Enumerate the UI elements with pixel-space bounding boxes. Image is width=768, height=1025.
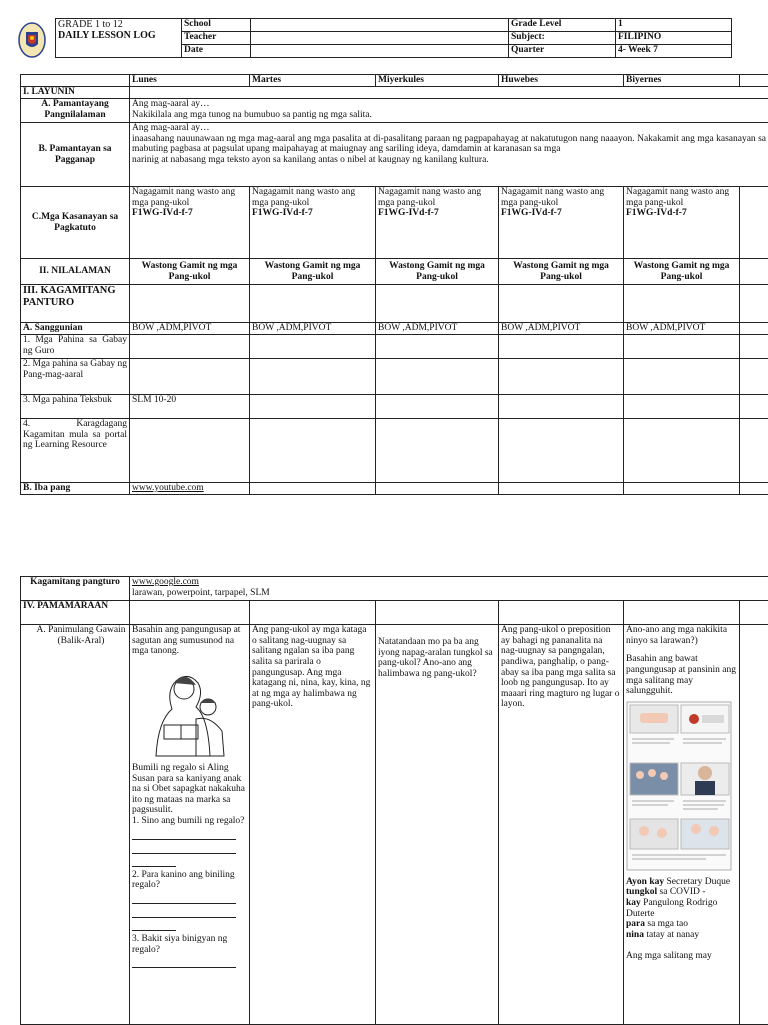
kasanayan-code: F1WG-IVd-f-7 (626, 208, 737, 219)
sanggunian-value: BOW ,ADM,PIVOT (250, 323, 376, 335)
day-lunes: Lunes (130, 75, 250, 87)
layunin-heading: I. LAYUNIN (21, 87, 130, 99)
kagamitan-list: larawan, powerpoint, tarpapel, SLM (132, 588, 766, 599)
answer-line[interactable] (132, 829, 236, 840)
lunes-question-1: 1. Sino ang bumili ng regalo? (132, 816, 247, 827)
mother-child-illustration (146, 661, 236, 761)
day-biyernes: Biyernes (624, 75, 740, 87)
miyerkules-cell (376, 625, 499, 1025)
sanggunian-value: BOW ,ADM,PIVOT (499, 323, 624, 335)
nilalaman-row (21, 259, 768, 285)
huwebes-cell (499, 625, 624, 1025)
iba-pang-label: B. Iba pang (21, 483, 130, 495)
biyernes-instruction: Basahin ang bawat pangungusap at pansinin ang mga salitang may salungguhit. (626, 654, 737, 697)
day-header-row (21, 75, 768, 87)
kasanayan-text: Nagagamit nang wasto ang mga pang-ukol (501, 187, 621, 208)
kasanayan-code: F1WG-IVd-f-7 (132, 208, 247, 219)
lunes-intro: Basahin ang pangungusap at sagutan ang sumusunod na mga tanong. (132, 625, 247, 657)
subject-label: Subject: (509, 32, 616, 45)
huwebes-text: Ang pang-ukol o preposition ay bahagi ng pananalita na nag-uugnay sa pangngalan, pandiwa, panghalip, o pang-abay sa iba pang mga salita sa loob ng pangungusap. Ito ay maaari ring magturo ng lugar o layon. (501, 625, 621, 710)
pagganap-line1: Ang mag-aaral ay… (132, 123, 766, 134)
day-martes: Martes (250, 75, 376, 87)
gabay-pang-mag-aaral-label: 2. Mga pahina sa Gabay ng Pang-mag-aaral (21, 359, 130, 395)
sanggunian-value: BOW ,ADM,PIVOT (624, 323, 740, 335)
sanggunian-value: BOW ,ADM,PIVOT (376, 323, 499, 335)
youtube-link[interactable]: www.youtube.com (132, 483, 204, 493)
nilalaman-topic: Wastong Gamit ng mga Pang-ukol (624, 259, 740, 285)
biyernes-sentence-2: tungkol sa COVID - (626, 887, 737, 898)
deped-seal-icon (18, 22, 46, 58)
header-title-cell (56, 19, 182, 58)
teacher-label: Teacher (182, 32, 251, 45)
kasanayan-text: Nagagamit nang wasto ang mga pang-ukol (626, 187, 737, 208)
subject-value: FILIPINO (616, 32, 732, 45)
lunes-story: Bumili ng regalo si Aling Susan para sa kaniyang anak na si Obet sapagkat nakakuha ito ng mataas na marka sa pagsusulit. (132, 763, 247, 816)
day-huwebes: Huwebes (499, 75, 624, 87)
lunes-question-2: 2. Para kanino ang biniling regalo? (132, 870, 247, 891)
school-field[interactable] (251, 19, 509, 32)
biyernes-sentence-1: Ayon kay Secretary Duque (626, 877, 737, 888)
kagamitang-panturo-heading: III. KAGAMITANG PANTURO (21, 285, 130, 323)
pamamaraan-table (20, 576, 768, 1025)
panimulang-gawain-row (21, 625, 768, 1025)
sanggunian-value: BOW ,ADM,PIVOT (130, 323, 250, 335)
lunes-cell (130, 625, 250, 1025)
kasanayan-text: Nagagamit nang wasto ang mga pang-ukol (252, 187, 373, 208)
answer-line[interactable] (132, 857, 176, 867)
pamantayang-pangnilalaman-label: A. Pamantayang Pangnilalaman (21, 99, 130, 123)
sanggunian-row (21, 323, 768, 335)
covid-collage-image (626, 701, 732, 871)
miyerkules-text: Natatandaan mo pa ba ang iyong napag-aralan tungkol sa pang-ukol? Ano-ano ang halimbawa ng pang-ukol? (378, 637, 496, 680)
kasanayan-code: F1WG-IVd-f-7 (378, 208, 496, 219)
gabay-guro-label: 1. Mga Pahina sa Gabay ng Guro (21, 335, 130, 359)
biyernes-sentence-5: nina tatay at nanay (626, 930, 737, 941)
teksbuk-value: SLM 10-20 (130, 395, 250, 419)
pangnilalaman-line2: Nakikilala ang mga tunog na bumubuo sa pantig ng mga salita. (132, 110, 766, 121)
date-label: Date (182, 45, 251, 58)
answer-line[interactable] (132, 921, 176, 931)
school-label: School (182, 19, 251, 32)
day-miyerkules: Miyerkules (376, 75, 499, 87)
kasanayan-text: Nagagamit nang wasto ang mga pang-ukol (378, 187, 496, 208)
martes-cell (250, 625, 376, 1025)
kagamitang-pangturo-label: Kagamitang pangturo (21, 577, 130, 601)
pangnilalaman-line1: Ang mag-aaral ay… (132, 99, 766, 110)
biyernes-cell (624, 625, 740, 1025)
grade-range: GRADE 1 to 12 (58, 19, 179, 30)
nilalaman-topic: Wastong Gamit ng mga Pang-ukol (250, 259, 376, 285)
answer-line[interactable] (132, 893, 236, 904)
kasanayan-row (21, 187, 768, 259)
martes-text: Ang pang-ukol ay mga kataga o salitang nag-uugnay sa salitang ngalan sa iba pang salita sa parirala o pangungusap. Ang mga katagang ni, nina, kay, kina, ng at ng mga ay halimbawa ng pang-ukol. (252, 625, 373, 710)
kasanayan-code: F1WG-IVd-f-7 (501, 208, 621, 219)
biyernes-sentence-3: kay Pangulong Rodrigo Duterte (626, 898, 737, 919)
grade-level-value: 1 (616, 19, 732, 32)
kasanayan-code: F1WG-IVd-f-7 (252, 208, 373, 219)
quarter-label: Quarter (509, 45, 616, 58)
answer-line[interactable] (132, 957, 236, 968)
teksbuk-label: 3. Mga pahina Teksbuk (21, 395, 130, 419)
nilalaman-topic: Wastong Gamit ng mga Pang-ukol (376, 259, 499, 285)
lesson-table (20, 74, 768, 495)
panimulang-gawain-label: A. Panimulang Gawain (Balik-Aral) (21, 625, 130, 1025)
answer-line[interactable] (132, 907, 236, 918)
pamantayan-pagganap-label: B. Pamantayan sa Pagganap (21, 123, 130, 187)
answer-line[interactable] (132, 843, 236, 854)
biyernes-cut-text: Ang mga salitang may (626, 951, 737, 962)
teacher-field[interactable] (251, 32, 509, 45)
quarter-value: 4- Week 7 (616, 45, 732, 58)
date-field[interactable] (251, 45, 509, 58)
log-title: DAILY LESSON LOG (58, 30, 179, 41)
kasanayan-text: Nagagamit nang wasto ang mga pang-ukol (132, 187, 247, 208)
biyernes-sentence-4: para sa mga tao (626, 919, 737, 930)
pagganap-line2: inaasahang nauunawaan ng mga mag-aaral ang mga pasalita at di-pasalitang paraan ng pagpapahayag at nakatutugon nang naaayon. Nakakamit ang mga kasanayan sa mabuting pagbasa at pagsulat upang maipahayag at maiugnay ang sariling ideya, damdamin at karanasan sa mga (132, 134, 766, 155)
lunes-question-3: 3. Bakit siya binigyan ng regalo? (132, 934, 247, 955)
nilalaman-topic: Wastong Gamit ng mga Pang-ukol (130, 259, 250, 285)
grade-level-label: Grade Level (509, 19, 616, 32)
pamamaraan-heading: IV. PAMAMARAAN (21, 601, 130, 625)
nilalaman-topic: Wastong Gamit ng mga Pang-ukol (499, 259, 624, 285)
sanggunian-label: A. Sanggunian (21, 323, 130, 335)
google-link[interactable]: www.google.com (132, 577, 199, 587)
pagganap-line3: narinig at nabasang mga teksto ayon sa kanilang antas o nibel at kaugnay ng kanilang kultura. (132, 155, 766, 166)
nilalaman-heading: II. NILALAMAN (21, 259, 130, 285)
header-table (55, 18, 732, 58)
biyernes-question: Ano-ano ang mga nakikita ninyo sa larawan?) (626, 625, 737, 646)
kasanayan-label: C.Mga Kasanayan sa Pagkatuto (21, 187, 130, 259)
karagdagang-kagamitan-label: 4. Karagdagang Kagamitan mula sa portal ng Learning Resource (21, 419, 130, 483)
